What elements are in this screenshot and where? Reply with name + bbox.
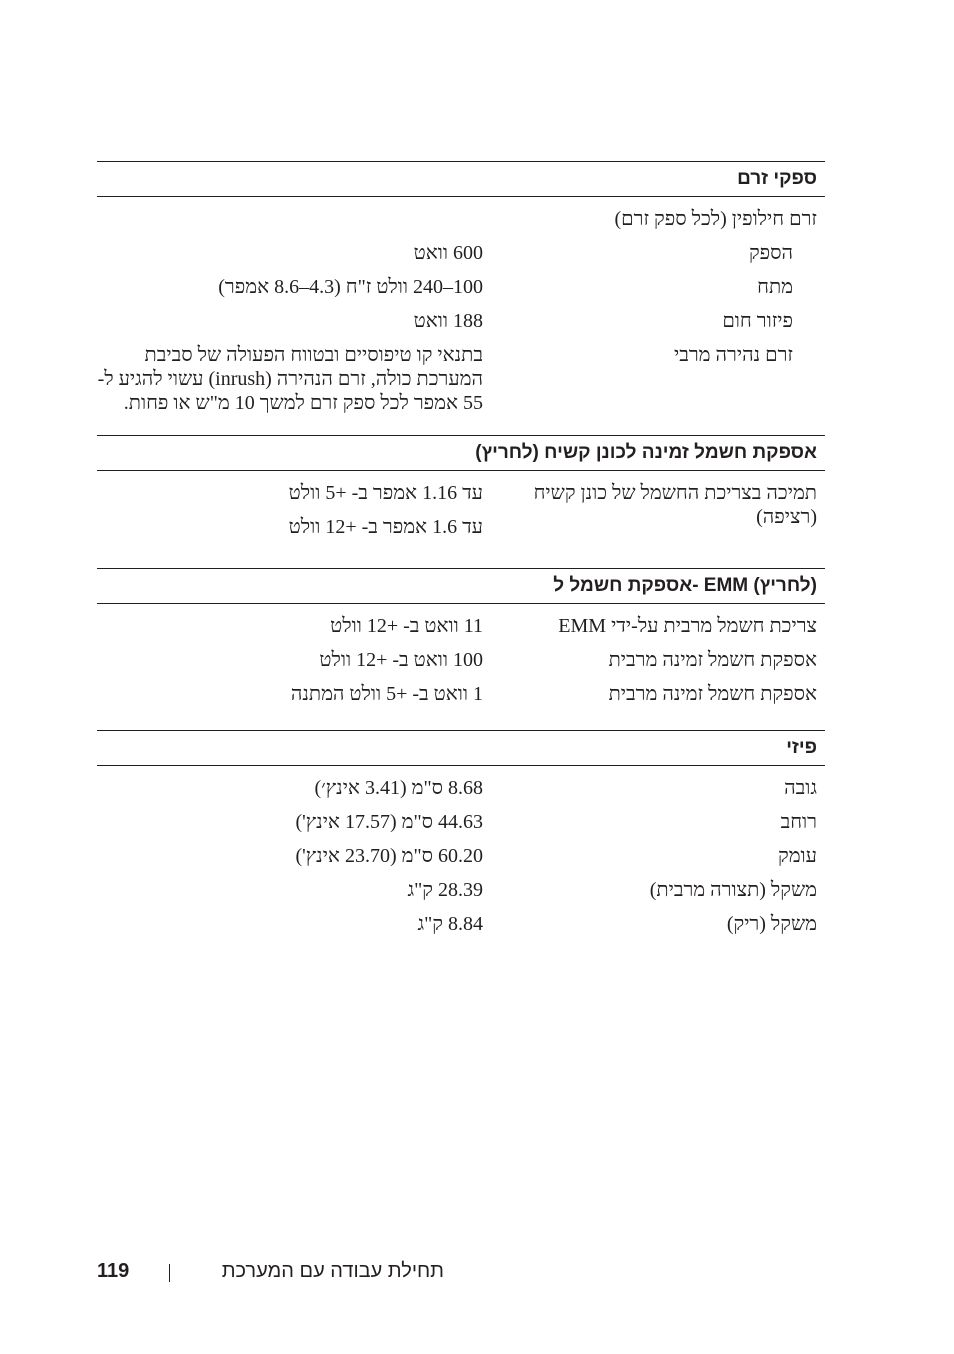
spec-row [97,776,825,800]
section-physical [97,730,825,956]
spec-row [97,912,825,936]
spec-label: הספק [748,242,793,264]
section-emm-power [97,568,825,730]
spec-row [97,343,825,415]
spec-label: צריכת חשמל מרבית על-ידי EMM [558,615,817,637]
spec-value: בתנאי קו טיפוסיים ובטווח הפעולה של סביבת המערכת כולה, זרם הנהירה (inrush) עשוי להגיע ל- 55 אמפר לכל ספק זרם למשך 10 מ"ש או פחות. [97,344,483,414]
section-title: אספקת חשמל זמינה לכונן קשיח (לחריץ) [97,435,825,471]
spec-row [97,844,825,868]
spec-label: זרם חילופין (לכל ספק זרם) [614,208,817,230]
spec-value: 100–240 וולט ז"ח (4.3–8.6 אמפר) [218,276,483,298]
spec-label: תמיכה בצריכת החשמל של כונן קשיח (רציפה) [533,482,817,528]
spec-value: 188 וואט [413,310,483,332]
spec-value: 100 וואט ב- +12 וולט [319,649,483,671]
spec-label: אספקת חשמל זמינה מרבית [608,649,817,671]
spec-value: 600 וואט [413,242,483,264]
page-number: 119 [97,1260,130,1282]
spec-label: אספקת חשמל זמינה מרבית [608,683,817,705]
spec-label: עומק [778,845,817,867]
spec-row [97,614,825,638]
spec-label: מתח [757,276,793,298]
section-power-supplies [97,161,825,435]
section-title: אספקת חשמל ל- EMM (לחריץ) [97,568,825,604]
spec-label: רוחב [780,811,817,833]
footer-divider [169,1264,170,1282]
spec-value: 8.68 ס"מ (3.41 אינץ׳) [314,777,483,799]
spec-value: עד 1.16 אמפר ב- +5 וולט עד 1.6 אמפר ב- +12 וולט [288,482,483,538]
spec-label: זרם נהירה מרבי [673,344,793,366]
spec-value: 11 וואט ב- +12 וולט [330,615,483,637]
spec-row [97,481,825,544]
section-hdd-power [97,435,825,568]
spec-value: 28.39 ק"ג [407,879,483,901]
section-title: ספקי זרם [97,161,825,197]
spec-row [97,648,825,672]
spec-label: משקל (ריק) [726,913,817,935]
spec-label: משקל (תצורה מרבית) [649,879,817,901]
spec-row [97,275,825,299]
spec-row [97,241,825,265]
spec-value: 1 וואט ב- +5 וולט המתנה [290,683,483,705]
spec-row [97,878,825,902]
spec-label: גובה [784,777,817,799]
spec-value: 8.84 ק"ג [417,913,483,935]
spec-row [97,810,825,834]
spec-value: 60.20 ס"מ (23.70 אינץ') [295,845,483,867]
page-footer [97,1260,457,1286]
spec-label: פיזור חום [722,310,793,332]
spec-table [97,161,825,956]
spec-row [97,682,825,706]
spec-value: 44.63 ס"מ (17.57 אינץ') [295,811,483,833]
section-title: פיזי [97,730,825,766]
footer-title: תחילת עבודה עם המערכת [221,1260,444,1282]
spec-row [97,309,825,333]
spec-row [97,207,825,231]
